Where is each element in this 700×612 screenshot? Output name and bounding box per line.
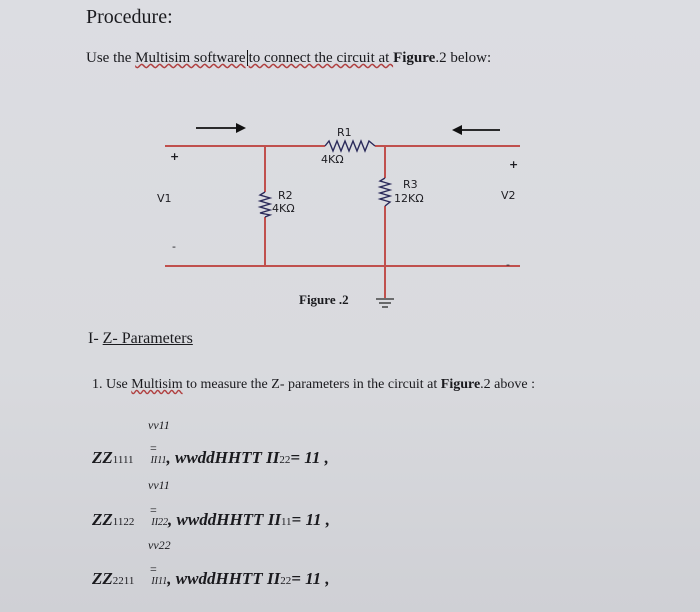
v1-plus-terminal: + — [170, 150, 180, 163]
v2-label: V2 — [501, 189, 516, 202]
item-post2: .2 above : — [480, 377, 535, 392]
eq1-equals-sign: = — [150, 441, 157, 455]
r1-label: R1 — [337, 126, 352, 139]
v2-plus-terminal: + — [509, 158, 519, 171]
eq3-line: ZZ2211 II11, wwddHHTT II22= 11 , — [92, 569, 330, 588]
eq2-equals-sign: = — [150, 503, 157, 517]
eq2-numerator: vv11 — [148, 478, 170, 492]
instruction-pre: Use the — [86, 50, 136, 66]
section-title: Z- Parameters — [102, 330, 193, 347]
eq2-line: ZZ1122 II22, wwddHHTT II11= 11 , — [92, 510, 331, 529]
item-1 — [92, 377, 535, 393]
figure-caption: Figure .2 — [299, 292, 349, 307]
figure-ref: Figure — [393, 50, 436, 66]
v2-minus-terminal: - — [506, 258, 510, 271]
instruction-post2: .2 below: — [435, 50, 492, 66]
r2-label: R2 — [278, 189, 293, 202]
right-arrow-icon — [196, 123, 246, 133]
left-arrow-icon — [452, 125, 500, 135]
r3-label: R3 — [403, 178, 418, 191]
r3-resistor — [380, 178, 390, 206]
r2-value: 4KΩ — [272, 202, 295, 215]
item-pre: Use — [106, 377, 132, 392]
r2-resistor — [260, 192, 270, 217]
section-heading — [88, 330, 193, 348]
item-figure-ref: Figure — [440, 377, 481, 392]
section-prefix: I- — [88, 330, 103, 347]
r3-value: 12KΩ — [394, 192, 424, 205]
v1-minus-terminal: - — [172, 240, 176, 253]
item-link: Multisim — [131, 377, 183, 392]
eq3-equals-sign: = — [150, 562, 157, 576]
item-post1: to measure the Z- parameters in the circuit at — [182, 377, 441, 392]
eq1-numerator: vv11 — [148, 418, 170, 432]
ground-icon — [376, 299, 394, 307]
v1-label: V1 — [157, 192, 172, 205]
eq3-numerator: vv22 — [148, 538, 171, 552]
eq1-line: ZZ1111 II11, wwddHHTT II22= 11 , — [92, 448, 329, 467]
item-number: 1. — [92, 377, 106, 392]
r1-value: 4KΩ — [321, 153, 344, 166]
r1-resistor — [325, 141, 375, 151]
procedure-heading: Procedure: — [86, 6, 173, 28]
instruction-post1: to connect the circuit at — [248, 50, 394, 66]
multisim-link-text: Multisim software — [135, 50, 246, 66]
